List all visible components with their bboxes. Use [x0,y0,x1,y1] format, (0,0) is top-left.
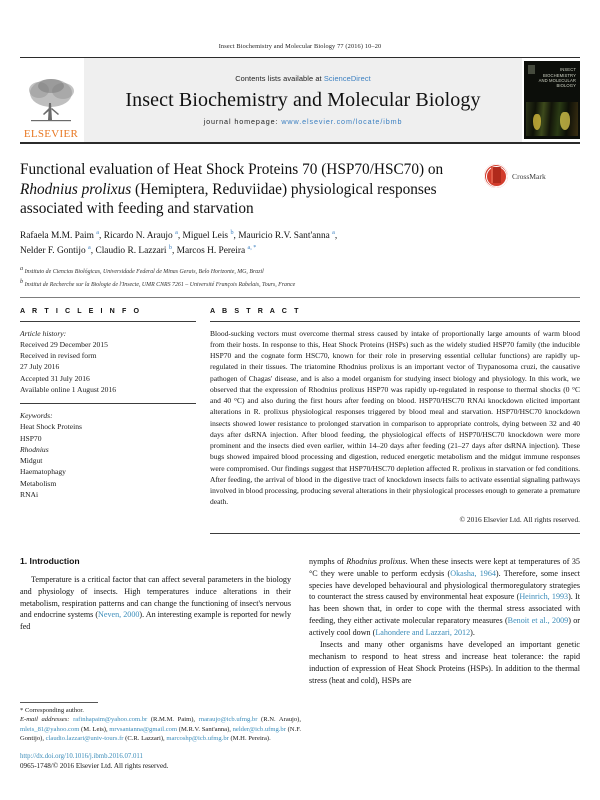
corresponding-author-note [20,706,301,744]
email-addresses-line: E-mail addresses: rafinhapaim@yahoo.com.br (R.M.M. Paim), rnaraujo@icb.ufmg.br (R.N. Araujo), mleis_81@yahoo.com (M. Leis), mrvsantanna@gmail.com (M.R.V. Sant'anna), nelder@icb.ufmg.br (N.F. Gontijo), claudio.lazzari@univ-tours.fr (C.R. Lazzari), marcoshp@icb.ufmg.br (M.H. Pereira). [20,716,302,743]
email-link[interactable]: rafinhapaim@yahoo.com.br [73,716,148,724]
keywords-rule [20,403,196,404]
title-block [20,160,580,219]
elsevier-tree-icon [24,76,78,128]
header-divider [20,297,580,298]
cover-badge-icon [528,65,535,74]
elsevier-logo [20,58,82,142]
homepage-prefix: journal homepage: [203,117,282,127]
article-info-rule [20,321,196,322]
author-affil-marker: b [230,229,234,237]
keyword-item: Haematophagy [20,467,66,477]
crossmark-icon [484,164,508,188]
title-species-italic: Rhodnius prolixus [20,180,132,198]
journal-masthead [20,57,580,144]
crossmark-label: CrossMark [512,171,546,181]
article-info-heading: A R T I C L E I N F O [20,306,142,315]
abstract-end-rule [210,533,580,534]
citation-link[interactable]: Lahondere and Lazzari, 2012 [375,628,471,638]
body-column-right [309,556,580,687]
intro-paragraph-right-1: nymphs of Rhodnius prolixus. When these insects were kept at temperatures of 35 °C they were unable to perform ecdysis (Okasha, 1964). Therefore, some insect species have developed behavioural and physiological thermoregulatory strategies to counteract the stress caused by environmental heat exposure (Heinrich, 1993). It has been shown that, in order to cope with the thermal stress associated with feeding, they either activate molecular reparatory measures (Benoit et al., 2009) or actively cool down (Lahondere and Lazzari, 2012). [309,556,581,638]
citation-link[interactable]: Neven, 2000 [98,610,140,620]
affiliations [20,264,580,290]
keyword-item: Metabolism [20,478,57,488]
keywords-label: Keywords: [20,411,53,421]
footnote-block [20,702,301,744]
citation-link[interactable]: Heinrich, 1993 [519,592,569,602]
cover-artwork [526,102,578,136]
crossmark-badge[interactable] [484,160,580,188]
contents-available-line [235,74,371,83]
journal-cover-thumbnail [524,61,580,139]
cover-insect-left-icon [533,114,541,130]
abstract-text: Blood-sucking vectors must overcome thermal stress caused by intake of proportionally large amounts of warm blood from their hosts. In response to this, Heat Shock Proteins (HSPs) such as the widely studied HSP70 family (the inducible HSP70 and the cognate form HSC70, known for their role in preserving essential cellular functions) are rapidly up-regulated in their tissues. The triatomine Rhodnius prolixus is an important vector of Trypanosoma cruzi, the causative pathogen of Chagas' disease, and is also a model organism for studying insect biology and physiology. In this work, we observed that the expression of Rhodnius prolixus HSP70 was rapidly up-regulated in response to thermal shocks (0 °C and 40 °C) and also during the first hours after feeding on blood. HSP70/HSC70 RNAi knockdown elicited important alterations in R. prolixus physiological responses triggered by blood meal and starvation. HSP70/HSC70 knockdown insects showed lower resistance to prolonged starvation in comparison to appropriate controls, dying between 32 and 40 days after dsRNA injection. After blood feeding, the physiological effects of HSP70/HSC70 knockdown were more prominent and the insects died even earlier, within 14–20 days after feeding (21–27 days after dsRNA injection). These bugs showed impaired blood processing and digestion, reduced energetic metabolism and the midgut immune responses were compromised. Our findings suggest that HSP70/HSC70 depletion affected R. prolixus in starvation or fed conditions. After feeding, the arrival of blood in the digestive tract of knockdown insects fails to activate essential signaling pathways involved in blood processing, producing several alterations in their physiological processes enough to generate a premature death. [210,328,580,507]
section-heading-introduction: 1. Introduction [20,555,80,566]
title-line-2-rest: (Hemiptera, Reduviidae) physiological responses [131,180,437,198]
bottom-metadata [20,752,320,772]
intro-paragraph-right-2: Insects and many other organisms have developed an important genetic mechanism to respond to heat stress and increase heat tolerance: the rapid induction of expression of Heat Shock Proteins (HSPs). In addition to the thermal stress (heat and cold), HSPs are [309,639,580,685]
paper-title [20,160,484,219]
body-column-left [20,556,291,687]
author-affil-marker: a, * [247,244,257,252]
journal-title: Insect Biochemistry and Molecular Biology [125,89,481,112]
article-history-label: Article history: [20,328,67,338]
keywords-list [20,410,196,500]
footnote-rule [20,702,98,703]
email-link[interactable]: mrvsantanna@gmail.com [109,725,178,733]
body-columns [20,556,580,687]
history-item: Available online 1 August 2016 [20,384,117,394]
affiliation-a [20,264,580,277]
keyword-item: RNAi [20,489,39,499]
email-link[interactable]: marcoshp@icb.ufmg.br [166,735,229,743]
history-item: 27 July 2016 [20,362,60,372]
email-link[interactable]: rnaraujo@icb.ufmg.br [198,716,258,724]
email-addresses-label: E-mail addresses: [20,716,70,724]
author-affil-marker: a [88,244,91,252]
author-affil-marker: a [175,229,178,237]
article-info-column [20,307,210,534]
title-line-3: associated with feeding and starvation [20,200,254,218]
masthead-center [84,58,522,142]
author-affil-marker: b [168,244,172,252]
sciencedirect-link[interactable]: ScienceDirect [323,74,371,84]
abstract-copyright: © 2016 Elsevier Ltd. All rights reserved. [459,514,580,524]
keyword-item: Heat Shock Proteins [20,422,83,432]
journal-homepage-line [204,117,403,126]
keyword-item: HSP70 [20,433,42,443]
keywords-block [20,403,196,500]
title-line-1: Functional evaluation of Heat Shock Proteins 70 (HSP70/HSC70) on [20,161,444,179]
abstract-heading: A B S T R A C T [210,306,302,315]
affiliation-marker-b: b [20,277,24,285]
email-link[interactable]: mleis_81@yahoo.com [20,725,80,733]
journal-homepage-link[interactable]: www.elsevier.com/locate/ibmb [281,117,403,127]
doi-link[interactable]: http://dx.doi.org/10.1016/j.ibmb.2016.07.011 [20,752,143,760]
abstract-rule [210,321,580,322]
history-item: Received 29 December 2015 [20,339,108,349]
info-abstract-section [20,307,580,534]
running-head: Insect Biochemistry and Molecular Biology 77 (2016) 10–20 [218,43,382,50]
elsevier-wordmark: ELSEVIER [23,128,79,141]
abstract-column [210,307,580,534]
author-list: Rafaela M.M. Paim $^a$, Ricardo N. Araujo $^a$, Miguel Leis $^b$, Mauricio R.V. Sant'anna $^a$, Nelder F. Gontijo $^a$, Claudio R. Lazzari $^b$, Marcos H. Pereira $^{a, *}$ [20,229,338,257]
corresponding-author-line: * Corresponding author. [20,706,84,714]
cover-title-text: INSECT BIOCHEMISTRY AND MOLECULAR BIOLOGY [538,67,576,89]
affiliation-b [20,277,580,290]
email-link[interactable]: claudio.lazzari@univ-tours.fr [45,735,124,743]
author-affil-marker: a [96,229,100,237]
citation-link[interactable]: Okasha, 1964 [450,568,496,578]
affiliation-a-text: Instituto de Ciencias Biológicas, Universidade Federal de Minas Gerais, Belo Horizonte, MG, Brazil [24,268,264,275]
keyword-item: Midgut [20,456,43,466]
history-item: Accepted 31 July 2016 [20,373,90,383]
affiliation-b-text: Institut de Recherche sur la Biologie de l'Insecte, UMR CNRS 7261 – Université François Rabelais, Tours, France [24,281,296,288]
history-item: Received in revised form [20,351,97,361]
cover-insect-right-icon [560,112,570,130]
keyword-item: Rhodnius [20,444,49,454]
affiliation-marker-a: a [20,264,24,272]
citation-link[interactable]: Benoit et al., 2009 [507,616,569,626]
article-history [20,328,196,395]
email-link[interactable]: nelder@icb.ufmg.br [232,725,286,733]
author-affil-marker: a [332,229,335,237]
contents-prefix: Contents lists available at [235,74,324,84]
intro-paragraph-left: Temperature is a critical factor that can affect several parameters in the biology and physiology of insects. High temperatures induce alterations in their metabolism, respiration patterns and can change the functioning of insect's nervous and endocrine systems (Neven, 2000). An interesting example is reported for newly fed [20,574,292,632]
issn-copyright-line: 0965-1748/© 2016 Elsevier Ltd. All rights reserved. [20,762,169,771]
